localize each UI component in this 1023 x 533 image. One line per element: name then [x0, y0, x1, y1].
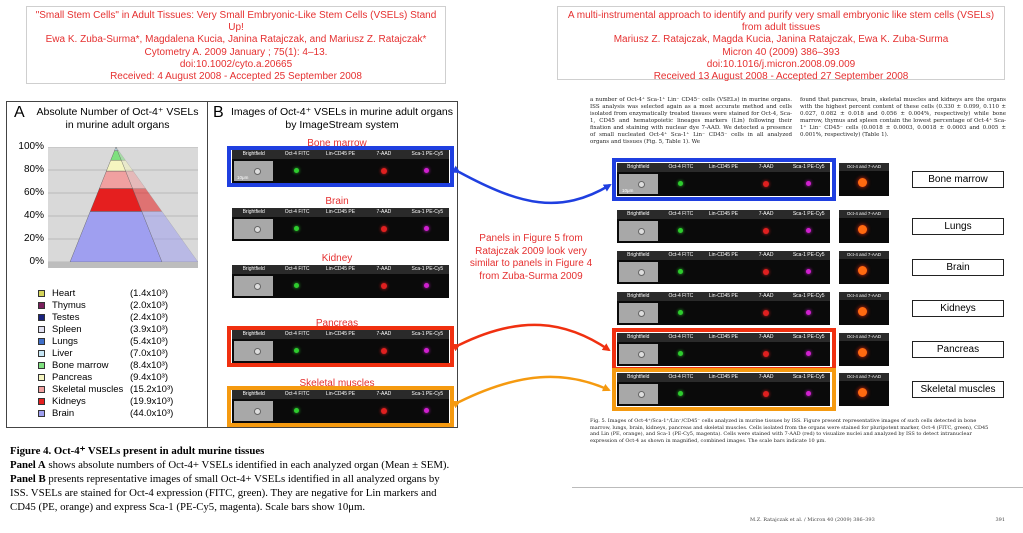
- channel-header: Sca-1 PE-Cy5: [792, 374, 825, 380]
- channel-header: 7-AAD: [758, 211, 774, 217]
- citation-left-doi: doi:10.1002/cyto.a.20665: [179, 58, 293, 70]
- channel-header: 7-AAD: [758, 374, 774, 380]
- organ-label: Skeletal muscles: [299, 378, 375, 389]
- channel-header: Sca-1 PE-Cy5: [411, 391, 444, 397]
- organ-label-paper: Brain: [912, 259, 1004, 276]
- y-tick-label: 40%: [23, 210, 44, 221]
- citation-left-journal: Cytometry A. 2009 January ; 75(1): 4–13.: [144, 46, 328, 58]
- channel-header: Brightfield: [627, 164, 650, 170]
- channel-header: Brightfield: [627, 252, 650, 258]
- legend-name: Skeletal muscles: [52, 384, 124, 395]
- citation-right-dates: Received 13 August 2008 - Accepted 27 September 2008: [653, 71, 909, 83]
- legend-name: Pancreas: [52, 372, 93, 383]
- panel-b-letter: B: [213, 104, 224, 121]
- channel-header: Brightfield: [242, 209, 265, 215]
- citation-left-title: "Small Stem Cells" in Adult Tissues: Very Small Embryonic-Like Stem Cells (VSELs) Stand Up!: [35, 10, 437, 34]
- channel-header: Oct-4 FITC: [284, 266, 310, 272]
- channel-header: Lin-CD45 PE: [708, 374, 739, 380]
- channel-header: 7-AAD: [376, 151, 392, 157]
- channel-header: Oct-4 FITC: [284, 151, 310, 157]
- citation-left-authors: Ewa K. Zuba-Surma*, Magdalena Kucia, Janina Ratajczak, and Mariusz Z. Ratajczak*: [45, 34, 427, 46]
- y-tick-label: 100%: [18, 141, 44, 152]
- panel-a-letter: A: [14, 104, 25, 121]
- channel-header: Lin-CD45 PE: [325, 391, 356, 397]
- organ-label: Kidney: [321, 253, 353, 264]
- scale-bar-label: 10μm: [622, 188, 634, 193]
- organ-label-paper: Skeletal muscles: [912, 381, 1004, 398]
- channel-header: Oct-4 FITC: [284, 331, 310, 337]
- channel-header: Oct-4 FITC: [668, 293, 694, 299]
- channel-header: Lin-CD45 PE: [708, 164, 739, 170]
- legend-name: Kidneys: [52, 396, 86, 407]
- merged-header: Oct-4 and 7-AAD: [839, 292, 889, 300]
- comparison-arrow: [459, 325, 609, 350]
- channel-header: Brightfield: [627, 334, 650, 340]
- channel-header: 7-AAD: [376, 331, 392, 337]
- paper-figure-5-caption: Fig. 5. Images of Oct-4⁺/Sca-1⁺/Lin⁻/CD45⁻ cells analyzed in murine tissues by ISS. Figure present representative images of such cells detected in bone marrow, lungs, brain, kidneys, pancreas and skeletal muscles. Cells isolated from the organs were stained for pluripotent marker, Oct-4 (FITC, green), CD45 and Lin (PE, orange), and Sca-1 (PE-Cy5, magenta). Cells were stained with 7-AAD (red) to visualize nuclei and analyzed by ISS to detect intranuclear expression of Oct-4 as shown in magnified, combined images. The scale bars indicate 10 μm.: [590, 418, 989, 444]
- legend-value: (8.4x10³): [130, 360, 169, 371]
- legend-value: (5.4x10³): [130, 336, 169, 347]
- merged-header: Oct-4 and 7-AAD: [839, 163, 889, 171]
- channel-header: Lin-CD45 PE: [708, 334, 739, 340]
- caption-panel-b-text: presents representative images of small Oct-4+ VSELs identified in all analyzed organs by ISS. VSELs are stained for Oct-4 expression (FITC, green). They are negative for Lin markers and CD45 (PE, orange) and express Sca-1 (PE-Cy5, magenta). Scale bars show 10μm.: [10, 473, 440, 513]
- paper-column-1: a number of Oct-4⁺ Sca-1⁺ Lin⁻ CD45⁻ cells (VSELs) in murine organs. ISS analysis was selected again as a most accurate method and cells isolated from enzymatically treated tissues were stained for Oct-4, Sca-1, CD45 and hematopoietic lineages markers (Lin) following their fixation and staining with nuclear dye 7-AAD. We detected a presence of small nucleated Oct-4⁺ Sca-1⁺ Lin⁻ CD45⁻ cells in all analyzed organs and tissues (Fig. 5, Table 1). We: [590, 97, 792, 145]
- legend-name: Spleen: [52, 324, 82, 335]
- channel-header: Sca-1 PE-Cy5: [792, 334, 825, 340]
- merged-header: Oct-4 and 7-AAD: [839, 210, 889, 218]
- channel-header: Sca-1 PE-Cy5: [792, 252, 825, 258]
- caption-panel-a-text: shows absolute numbers of Oct-4+ VSELs identified in each analyzed organ (Mean ± SEM).: [45, 459, 450, 471]
- channel-header: 7-AAD: [376, 209, 392, 215]
- channel-header: Brightfield: [242, 331, 265, 337]
- legend-name: Brain: [52, 408, 75, 419]
- paper-footer-journal: M.Z. Ratajczak et al. / Micron 40 (2009) 386–393: [750, 517, 875, 523]
- legend-name: Thymus: [52, 300, 86, 311]
- organ-label-paper: Kidneys: [912, 300, 1004, 317]
- channel-header: Oct-4 FITC: [284, 391, 310, 397]
- channel-header: Oct-4 FITC: [668, 211, 694, 217]
- channel-header: 7-AAD: [758, 293, 774, 299]
- channel-header: Lin-CD45 PE: [325, 209, 356, 215]
- paper-column-2: found that pancreas, brain, skeletal muscles and kidneys are the organs with the highest percent content of these cells (0.330 ± 0.099, 0.110 ± 0.027, 0.082 ± 0.018 and 0.056 ± 0.004%, respectively) while bone marrow, thymus and spleen contain the lowest percentage of Oct-4⁺ Sca-1⁺ Lin⁻ CD45⁻ cells (0.0018 ± 0.0003, 0.0018 ± 0.0003 and 0.005 ± 0.001%, respectively) (Table 1).: [800, 97, 1006, 138]
- legend-value: (7.0x10³): [130, 348, 169, 359]
- legend-name: Testes: [52, 312, 80, 323]
- panel-b-title-line1: Images of Oct-4⁺ VSELs in murine adult organs: [230, 106, 454, 118]
- channel-header: Oct-4 FITC: [284, 209, 310, 215]
- legend-value: (1.4x10³): [130, 288, 169, 299]
- y-tick-label: 0%: [29, 256, 44, 267]
- channel-header: 7-AAD: [758, 334, 774, 340]
- channel-header: Oct-4 FITC: [668, 252, 694, 258]
- panel-a-title-line1: Absolute Number of Oct-4⁺ VSELs: [36, 106, 199, 118]
- legend-name: Bone marrow: [52, 360, 109, 371]
- citation-right-journal: Micron 40 (2009) 386–393: [722, 46, 840, 58]
- legend-name: Heart: [52, 288, 76, 299]
- scale-bar-label: 10μm: [237, 175, 249, 180]
- citation-right-doi: doi:10.1016/j.micron.2008.09.009: [706, 58, 856, 70]
- channel-header: Brightfield: [627, 374, 650, 380]
- organ-label: Pancreas: [315, 318, 359, 329]
- legend-name: Liver: [52, 348, 73, 359]
- channel-header: Oct-4 FITC: [668, 164, 694, 170]
- comparison-arrow: [459, 377, 609, 402]
- panel-b-title-line2: by ImageStream system: [285, 119, 399, 131]
- channel-header: Lin-CD45 PE: [325, 266, 356, 272]
- channel-header: Lin-CD45 PE: [325, 331, 356, 337]
- channel-header: Sca-1 PE-Cy5: [792, 164, 825, 170]
- caption-panel-a-label: Panel A: [10, 459, 46, 471]
- citation-right-title-cont: from adult tissues: [741, 22, 821, 34]
- channel-header: 7-AAD: [376, 266, 392, 272]
- channel-header: Oct-4 FITC: [668, 374, 694, 380]
- organ-label-paper: Lungs: [912, 218, 1004, 235]
- channel-header: Lin-CD45 PE: [708, 293, 739, 299]
- panel-a-title-line2: in murine adult organs: [65, 119, 170, 131]
- channel-header: Lin-CD45 PE: [325, 151, 356, 157]
- merged-header: Oct-4 and 7-AAD: [839, 373, 889, 381]
- channel-header: 7-AAD: [758, 164, 774, 170]
- merged-header: Oct-4 and 7-AAD: [839, 251, 889, 259]
- paper-footer-page: 391: [995, 517, 1005, 523]
- channel-header: 7-AAD: [376, 391, 392, 397]
- citation-left-dates: Received: 4 August 2008 - Accepted 25 September 2008: [110, 71, 362, 83]
- channel-header: Brightfield: [242, 391, 265, 397]
- channel-header: Brightfield: [242, 266, 265, 272]
- channel-header: Lin-CD45 PE: [708, 252, 739, 258]
- channel-header: Brightfield: [627, 293, 650, 299]
- legend-value: (15.2x10³): [130, 384, 174, 395]
- organ-label-paper: Pancreas: [912, 341, 1004, 358]
- legend-value: (2.4x10³): [130, 312, 169, 323]
- y-tick-label: 60%: [23, 187, 44, 198]
- channel-header: Sca-1 PE-Cy5: [411, 151, 444, 157]
- channel-header: Brightfield: [627, 211, 650, 217]
- organ-label: Bone marrow: [307, 138, 367, 149]
- legend-value: (19.9x10³): [130, 396, 174, 407]
- merged-header: Oct-4 and 7-AAD: [839, 333, 889, 341]
- legend-value: (44.0x10³): [130, 408, 174, 419]
- channel-header: 7-AAD: [758, 252, 774, 258]
- legend-value: (3.9x10³): [130, 324, 169, 335]
- y-tick-label: 20%: [23, 233, 44, 244]
- comparison-arrow: [459, 172, 610, 203]
- caption-panel-b-label: Panel B: [10, 473, 46, 485]
- citation-right-title: A multi-instrumental approach to identify and purify very small embryonic like stem cells (VSELs): [567, 10, 995, 21]
- caption-title: Figure 4. Oct-4⁺ VSELs present in adult murine tissues: [10, 445, 265, 457]
- citation-right-authors: Mariusz Z. Ratajczak, Magda Kucia, Janina Ratajczak, Ewa K. Zuba-Surma: [613, 34, 949, 46]
- organ-label: Brain: [325, 196, 349, 207]
- channel-header: Sca-1 PE-Cy5: [411, 266, 444, 272]
- legend-value: (9.4x10³): [130, 372, 169, 383]
- legend-value: (2.0x10³): [130, 300, 169, 311]
- channel-header: Sca-1 PE-Cy5: [792, 211, 825, 217]
- channel-header: Brightfield: [242, 151, 265, 157]
- comparison-note: Panels in Figure 5 from Ratajczak 2009 look very similar to panels in Figure 4 from Zuba-Surma 2009: [469, 233, 593, 282]
- organ-label-paper: Bone marrow: [912, 171, 1004, 188]
- channel-header: Sca-1 PE-Cy5: [792, 293, 825, 299]
- legend-name: Lungs: [52, 336, 78, 347]
- y-tick-label: 80%: [23, 164, 44, 175]
- channel-header: Sca-1 PE-Cy5: [411, 209, 444, 215]
- channel-header: Oct-4 FITC: [668, 334, 694, 340]
- channel-header: Sca-1 PE-Cy5: [411, 331, 444, 337]
- channel-header: Lin-CD45 PE: [708, 211, 739, 217]
